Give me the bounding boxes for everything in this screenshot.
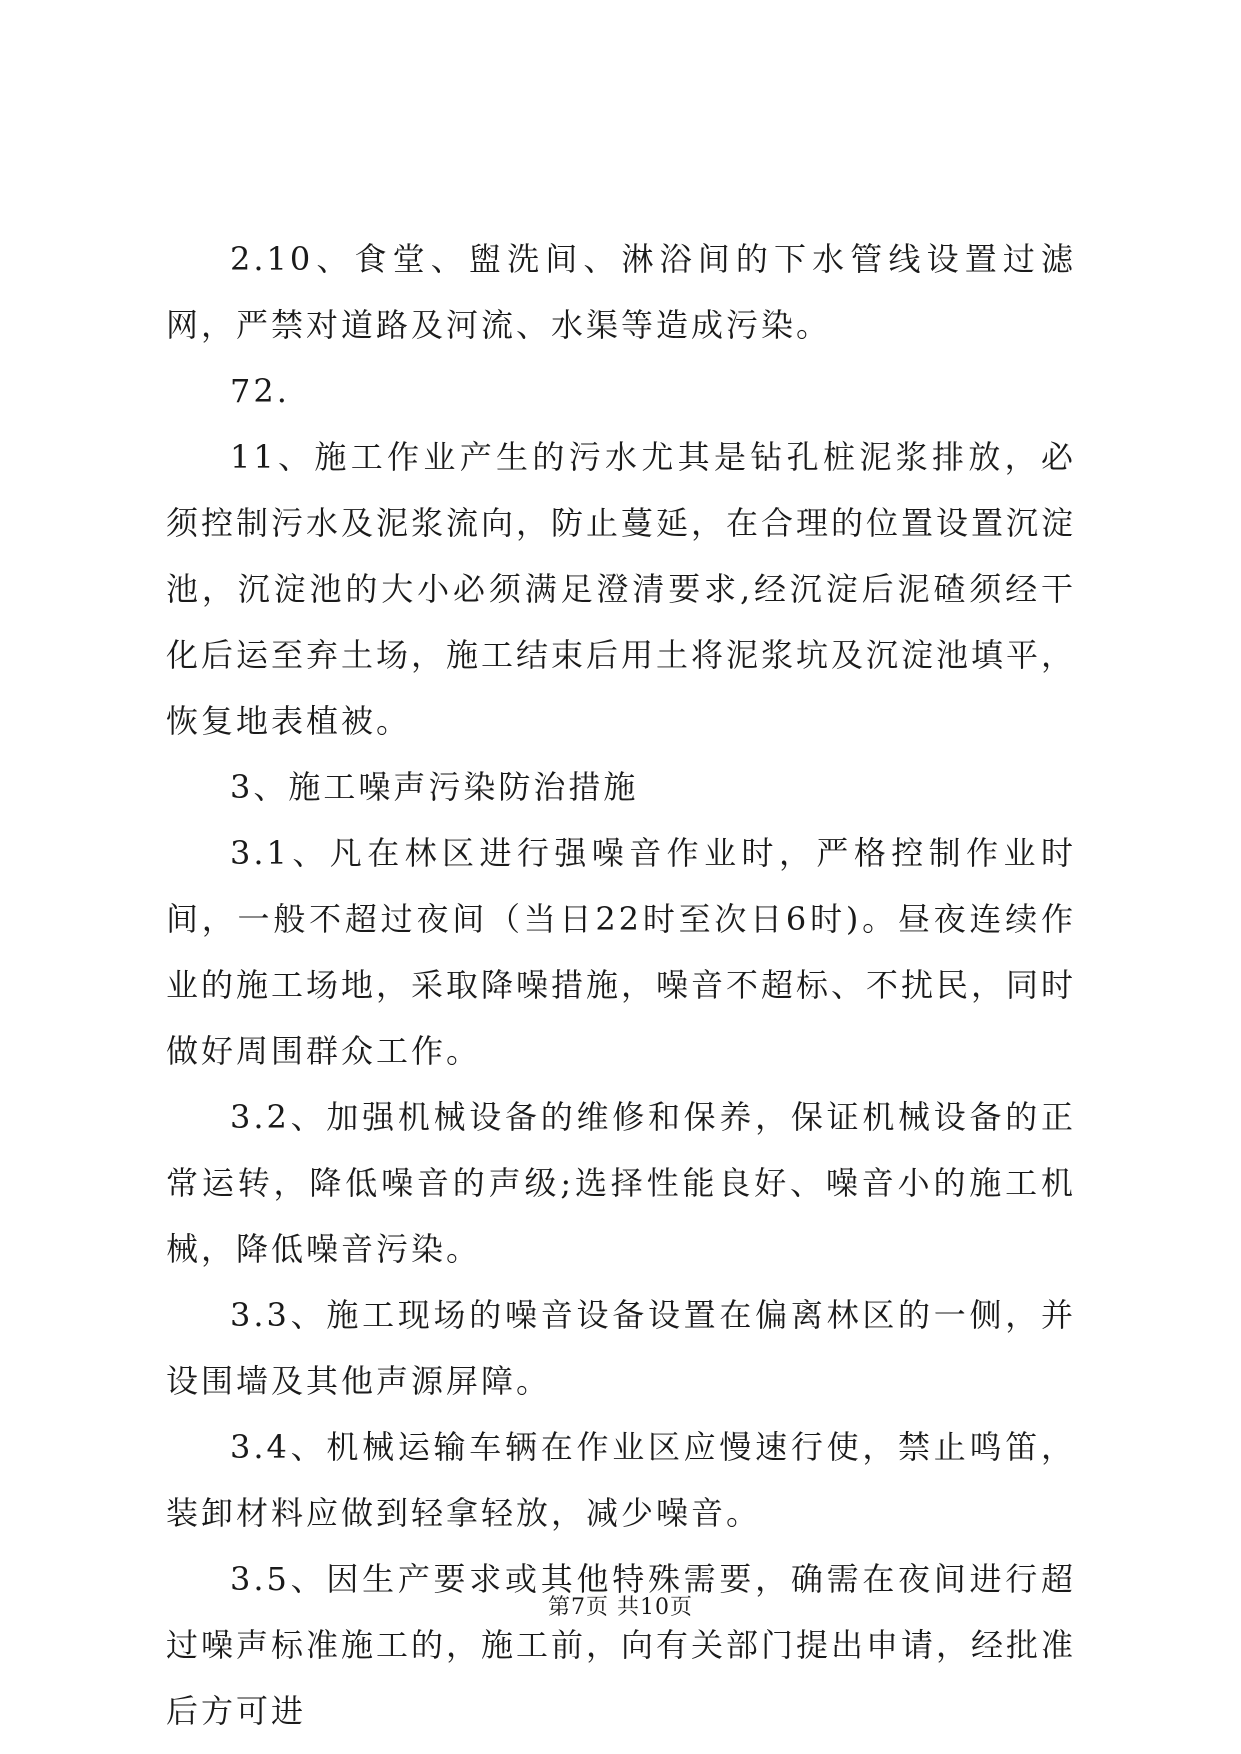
paragraph-3-1: 3.1、凡在林区进行强噪音作业时，严格控制作业时间，一般不超过夜间（当日22时至次日6时)。昼夜连续作业的施工场地，采取降噪措施，噪音不超标、不扰民，同时做好周围群众工作。: [166, 834, 1077, 1070]
paragraph-11: 11、施工作业产生的污水尤其是钻孔桩泥浆排放，必须控制污水及泥浆流向，防止蔓延，在合理的位置设置沉淀池，沉淀池的大小必须满足澄清要求,经沉淀后泥碴须经干化后运至弃土场，施工结束后用土将泥浆坑及沉淀池填平，恢复地表植被。: [166, 438, 1077, 740]
page-footer: 第7页 共10页: [548, 1595, 693, 1620]
paragraph-3-4: 3.4、机械运输车辆在作业区应慢速行使，禁止鸣笛，装卸材料应做到轻拿轻放，减少噪音。: [166, 1428, 1076, 1532]
paragraph-3-3: 3.3、施工现场的噪音设备设置在偏离林区的一侧，并设围墙及其他声源屏障。: [166, 1296, 1076, 1400]
paragraph-3-5: 3.5、因生产要求或其他特殊需要，确需在夜间进行超过噪声标准施工的，施工前，向有关部门提出申请，经批准后方可进: [166, 1560, 1077, 1730]
paragraph-72: 72.: [230, 372, 290, 410]
paragraph-3-2: 3.2、加强机械设备的维修和保养，保证机械设备的正常运转，降低噪音的声级;选择性能良好、噪音小的施工机械，降低噪音污染。: [166, 1098, 1076, 1268]
document-body: [166, 226, 1076, 1744]
section-heading-3: 3、施工噪声污染防治措施: [230, 768, 639, 806]
paragraph-2-10: 2.10、食堂、盥洗间、淋浴间的下水管线设置过滤网，严禁对道路及河流、水渠等造成污染。: [166, 240, 1076, 344]
